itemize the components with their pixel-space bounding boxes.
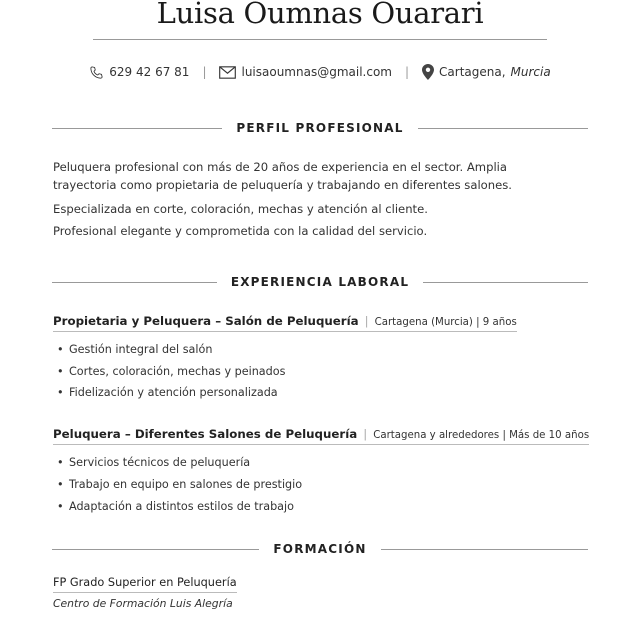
candidate-name: Luisa Oumnas Ouarari — [156, 0, 484, 30]
profile-paragraph: Profesional elegante y comprometida con la calidad del servicio. — [53, 224, 428, 238]
mail-icon — [219, 66, 236, 79]
phone-icon — [89, 65, 104, 80]
list-item: • Fidelización y atención personalizada — [57, 386, 278, 399]
list-item: • Gestión integral del salón — [57, 343, 213, 356]
contact-location: Cartagena, Murcia — [422, 64, 551, 80]
divider — [418, 128, 588, 129]
section-title: PERFIL PROFESIONAL — [236, 121, 404, 135]
divider — [423, 282, 588, 283]
divider — [52, 128, 222, 129]
divider — [52, 282, 217, 283]
name-divider — [93, 39, 547, 40]
contact-bar — [0, 64, 640, 80]
list-item: • Trabajo en equipo en salones de prestigio — [57, 478, 303, 491]
list-item: • Cortes, coloración, mechas y peinados — [57, 365, 286, 378]
job-title: Propietaria y Peluquera – Salón de Peluquería — [53, 314, 359, 328]
list-item: • Servicios técnicos de peluquería — [57, 456, 251, 469]
education-degree: FP Grado Superior en Peluquería — [53, 576, 237, 593]
profile-paragraph: Peluquera profesional con más de 20 años de experiencia en el sector. Amplia trayectoria como propietaria de peluquería y trabajando en diferentes salones. — [53, 160, 512, 192]
job-heading: Peluquera – Diferentes Salones de Peluquería | Cartagena y alrededores | Más de 10 años — [53, 427, 589, 445]
separator: | — [404, 65, 410, 79]
job-title: Peluquera – Diferentes Salones de Peluquería — [53, 427, 358, 441]
divider — [381, 549, 588, 550]
section-header-education — [52, 542, 588, 556]
education-school: Centro de Formación Luis Alegría — [53, 597, 233, 610]
section-header-experience — [52, 275, 588, 289]
email-link[interactable]: luisaoumnas@gmail.com — [241, 65, 392, 79]
contact-phone: 629 42 67 81 — [89, 65, 189, 80]
list-item: • Adaptación a distintos estilos de trabajo — [57, 500, 294, 513]
job-meta: Cartagena (Murcia) | 9 años — [374, 317, 517, 328]
divider — [52, 549, 259, 550]
separator: | — [202, 65, 207, 79]
job-heading: Propietaria y Peluquera – Salón de Peluquería | Cartagena (Murcia) | 9 años — [53, 314, 517, 332]
location-pin-icon — [422, 64, 434, 80]
contact-email — [219, 65, 392, 79]
profile-paragraph: Especializada en corte, coloración, mechas y atención al cliente. — [53, 202, 428, 216]
job-meta: Cartagena y alrededores | Más de 10 años — [373, 430, 590, 441]
section-header-profile — [52, 121, 588, 135]
section-title: FORMACIÓN — [273, 542, 367, 556]
section-title: EXPERIENCIA LABORAL — [230, 275, 410, 289]
